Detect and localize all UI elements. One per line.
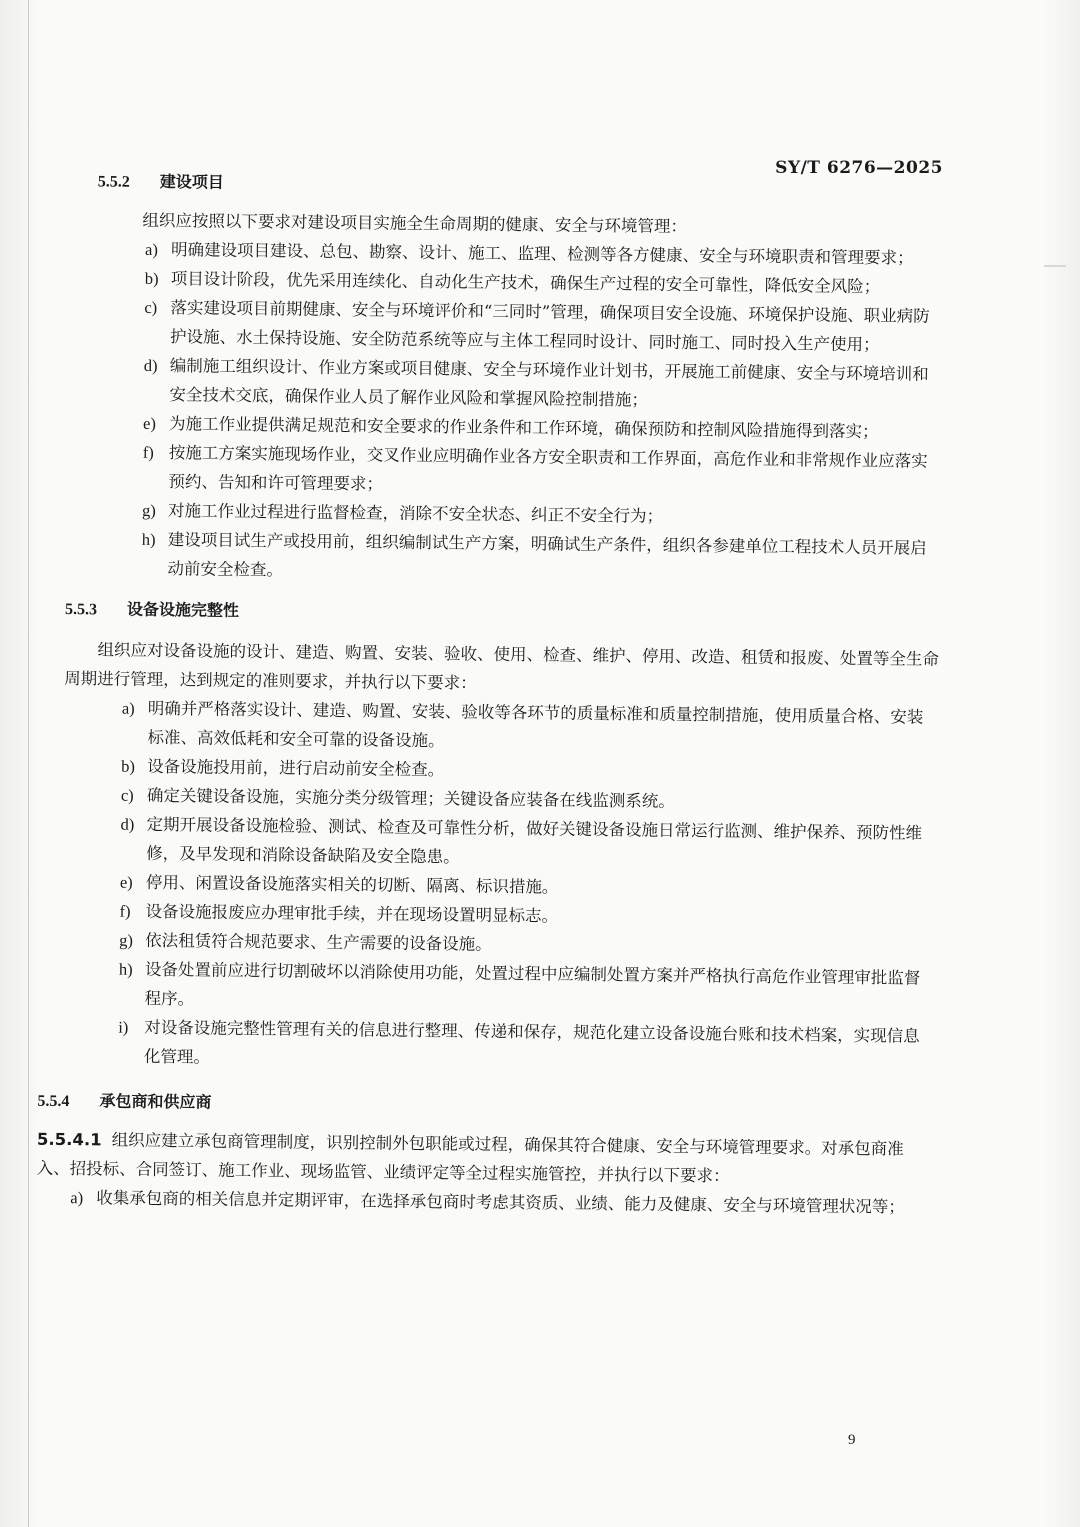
list-marker: i): [118, 1017, 129, 1037]
list-text: 收集承包商的相关信息并定期评审，在选择承包商时考虑其资质、业绩、能力及健康、安全与环境管理状况等；: [96, 1188, 905, 1217]
scan-smudge: [1044, 265, 1066, 267]
list-marker: e): [143, 413, 157, 433]
list-text: 停用、闲置设备设施落实相关的切断、隔离、标识措施。: [145, 872, 559, 897]
section-heading-5-5-3: [65, 596, 940, 629]
subsection-5-5-4-1: [36, 1125, 934, 1193]
list-item: [141, 525, 941, 592]
list-item: [118, 955, 936, 1022]
section-intro: 组织应对设备设施的设计、建造、购置、安装、验收、使用、检查、维护、停用、改造、租赁和报废、处置等全生命周期进行管理，达到规定的准则要求，并执行以下要求：: [64, 640, 940, 693]
list-item: [121, 694, 939, 761]
section-number: 5.5.3: [64, 600, 98, 619]
section-intro: 组织应按照以下要求对建设项目实施全生命周期的健康、安全与环境管理：: [142, 210, 687, 237]
section-body-5-5-4: [36, 1125, 934, 1222]
list-item: [144, 293, 944, 360]
list-text: 编制施工组织设计、作业方案或项目健康、安全与环境作业计划书，开展施工前健康、安全与环境培训和安全技术交底，确保作业人员了解作业风险和掌握风险控制措施；: [169, 356, 929, 410]
document-content: [36, 168, 945, 1222]
list-text: 建设项目试生产或投用前，组织编制试生产方案，明确试生产条件，组织各参建单位工程技术人员开展启动前安全检查。: [167, 530, 927, 580]
section-number: 5.5.2: [97, 173, 130, 191]
list-marker: d): [120, 814, 135, 834]
list-marker: c): [120, 785, 134, 805]
list-text: 依法租赁符合规范要求、生产需要的设备设施。: [145, 930, 492, 954]
list-item: [118, 1013, 936, 1080]
list-text: 按施工方案实施现场作业，交叉作业应明确作业各方安全职责和工作界面，高危作业和非常规作业应落实预约、告知和许可管理要求；: [168, 443, 928, 494]
list-text: 明确并严格落实设计、建造、购置、安装、验收等各环节的质量标准和质量控制措施，使用质量合格、安装标准、高效低耗和安全可靠的设备设施。: [147, 698, 924, 751]
list-text: 设备处置前应进行切割破坏以消除使用功能，处置过程中应编制处置方案并严格执行高危作业管理审批监督程序。: [144, 959, 921, 1009]
section-body-5-5-3: [64, 635, 940, 1080]
page-number: 9: [848, 1432, 856, 1448]
subsection-number: 5.5.4.1: [36, 1129, 102, 1150]
section-title: 承包商和供应商: [99, 1091, 212, 1112]
list-marker: h): [118, 959, 133, 979]
list-marker: b): [144, 268, 159, 289]
list-text: 对设备设施完整性管理有关的信息进行整理、传递和保存，规范化建立设备设施台账和技术档案，实现信息化管理。: [143, 1017, 920, 1067]
list-marker: g): [119, 930, 134, 950]
list-text: 设备设施报废应办理审批手续，并在现场设置明显标志。: [145, 901, 559, 926]
subsection-text: 组织应建立承包商管理制度，识别控制外包职能或过程，确保其符合健康、安全与环境管理要求。对承包商准入、招投标、合同签订、施工作业、现场监管、业绩评定等全过程实施管控，并执行以下要求：: [36, 1130, 904, 1186]
binding-edge-line: [28, 0, 29, 1527]
list-text: 定期开展设备设施检验、测试、检查及可靠性分析，做好关键设备设施日常运行监测、维护保养、预防性维修，及早发现和消除设备缺陷及安全隐患。: [146, 814, 923, 867]
list-marker: a): [144, 239, 159, 260]
list-item: [120, 810, 938, 877]
list-marker: b): [121, 756, 136, 776]
list-marker: f): [142, 442, 154, 462]
list-item: [142, 438, 942, 505]
requirement-list: [141, 235, 944, 592]
list-marker: a): [121, 698, 135, 718]
section-title: 建设项目: [159, 172, 224, 192]
list-marker: d): [143, 355, 158, 376]
section-heading-5-5-4: [37, 1088, 934, 1121]
list-text: 明确建设项目建设、总包、勘察、设计、施工、监理、检测等各方健康、安全与环境职责和管理要求；: [170, 240, 914, 268]
list-text: 项目设计阶段，优先采用连续化、自动化生产技术，确保生产过程的安全可靠性，降低安全风险；: [170, 269, 881, 297]
list-marker: g): [142, 500, 156, 520]
section-body-5-5-2: [105, 205, 944, 591]
list-marker: f): [119, 901, 131, 921]
section-number: 5.5.4: [37, 1092, 70, 1111]
list-marker: e): [119, 872, 133, 892]
list-text: 设备设施投用前，进行启动前安全检查。: [147, 756, 445, 780]
list-item: [143, 351, 943, 418]
list-text: 对施工作业过程进行监督检查，消除不安全状态、纠正不安全行为；: [168, 501, 664, 526]
section-title: 设备设施完整性: [126, 599, 240, 620]
list-marker: h): [141, 529, 156, 549]
standard-code: SY/T 6276—2025: [775, 158, 943, 178]
list-text: 确定关键设备设施，实施分类分级管理；关键设备应装备在线监测系统。: [146, 785, 675, 811]
requirement-list: [118, 694, 939, 1080]
list-marker: a): [70, 1188, 84, 1208]
list-text: 为施工作业提供满足规范和安全要求的作业条件和工作环境，确保预防和控制风险措施得到落实；: [168, 414, 879, 442]
list-marker: c): [144, 297, 158, 317]
list-text: 落实建设项目前期健康、安全与环境评价和“三同时”管理，确保项目安全设施、环境保护设施、职业病防护设施、水土保持设施、安全防范系统等应与主体工程同时设计、同时施工、同时投入生产使用；: [169, 298, 930, 355]
